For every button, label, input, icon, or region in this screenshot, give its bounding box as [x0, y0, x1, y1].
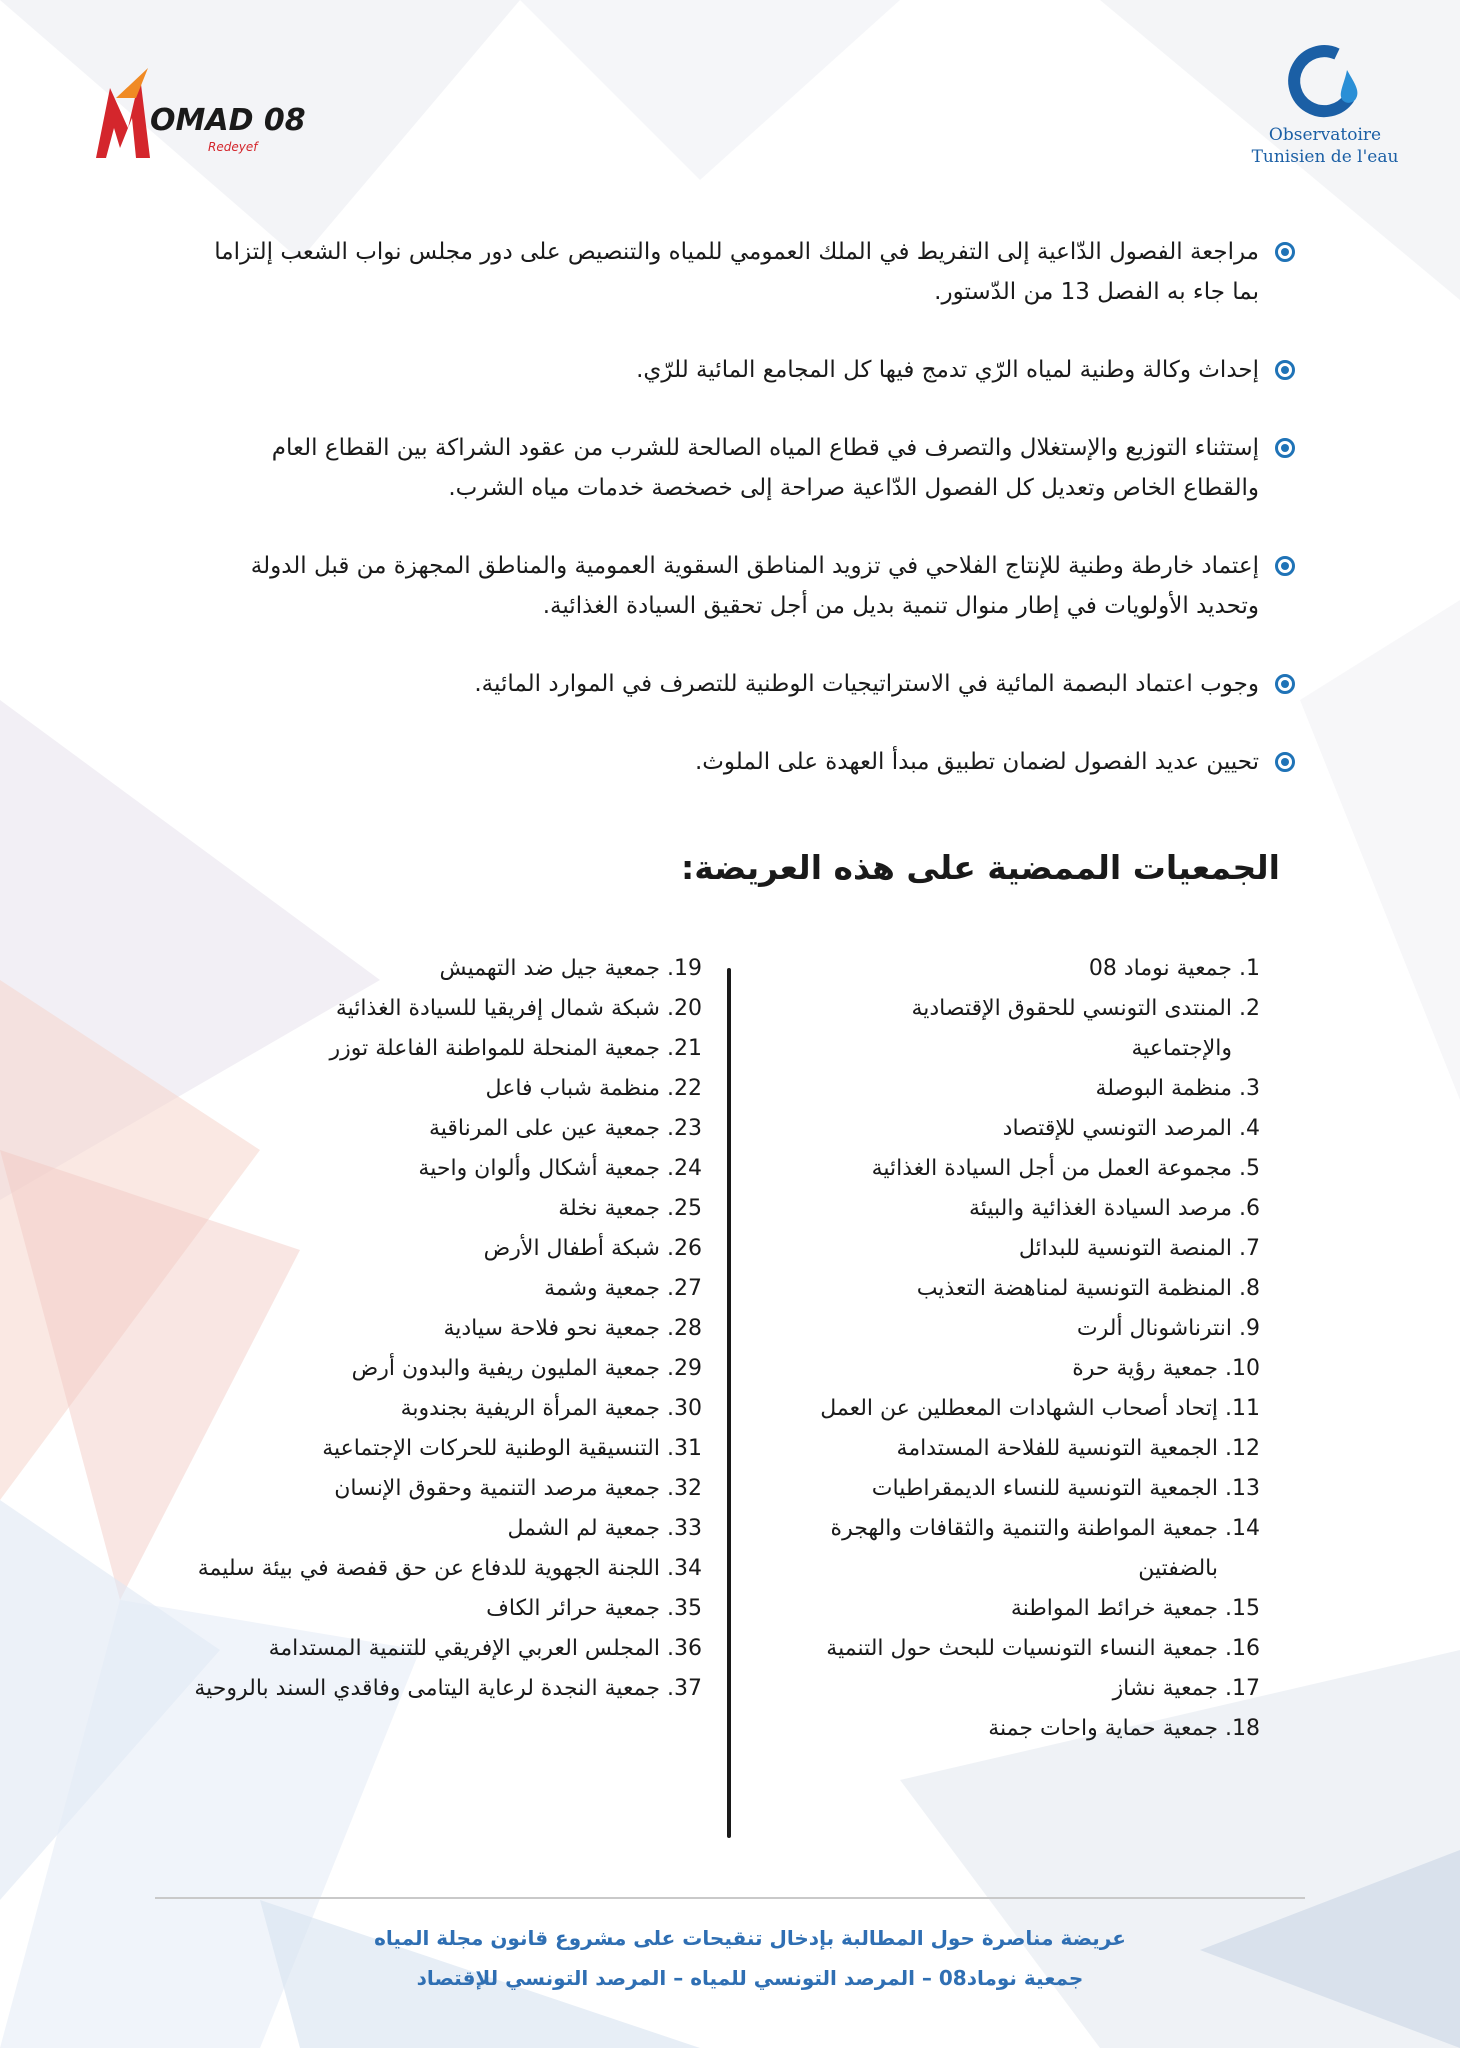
- list-item: [162, 1549, 702, 1589]
- target-bullet-icon: [1275, 556, 1295, 576]
- list-item: [810, 989, 1260, 1069]
- list-item: [810, 1189, 1260, 1229]
- target-bullet-icon: [1275, 360, 1295, 380]
- list-item: [162, 1269, 702, 1309]
- item-number: 31 .: [660, 1429, 702, 1469]
- demand-text: إستثناء التوزيع والإستغلال والتصرف في قطاع المياه الصالحة للشرب من عقود الشراكة بين القطاع العام والقطاع الخاص وتعديل كل الفصول الدّاعية صراحة إلى خصخصة خدمات مياه الشرب.: [271, 435, 1259, 501]
- list-item: [810, 1309, 1260, 1349]
- item-number: 18 .: [1218, 1709, 1260, 1749]
- item-number: 37 .: [660, 1669, 702, 1709]
- signatories-heading: الجمعيات الممضية على هذه العريضة:: [681, 848, 1280, 887]
- item-number: 33 .: [660, 1509, 702, 1549]
- item-name: الجمعية التونسية للنساء الديمقراطيات: [871, 1476, 1218, 1501]
- item-number: 5 .: [1232, 1149, 1260, 1189]
- item-name: جمعية حماية واحات جمنة: [988, 1716, 1218, 1741]
- item-name: منظمة البوصلة: [1095, 1076, 1232, 1101]
- item-name: منظمة شباب فاعل: [485, 1076, 660, 1101]
- list-item: [810, 1349, 1260, 1389]
- item-name: جمعية نوماد 08: [1088, 956, 1232, 981]
- item-name: مجموعة العمل من أجل السيادة الغذائية: [871, 1156, 1232, 1181]
- list-item: [810, 1109, 1260, 1149]
- svg-text:OMAD 08: OMAD 08: [150, 103, 306, 138]
- item-name: الجمعية التونسية للفلاحة المستدامة: [896, 1436, 1218, 1461]
- item-name: التنسيقية الوطنية للحركات الإجتماعية: [322, 1436, 660, 1461]
- item-name: انترناشونال ألرت: [1076, 1316, 1232, 1341]
- list-item: [162, 1109, 702, 1149]
- item-name: جمعية نشاز: [1112, 1676, 1218, 1701]
- list-item: [162, 1229, 702, 1269]
- item-name: اللجنة الجهوية للدفاع عن حق قفصة في بيئة سليمة: [197, 1556, 660, 1581]
- list-item: [810, 1269, 1260, 1309]
- observatoire-logo-line2: Tunisien de l'eau: [1251, 147, 1399, 167]
- demand-text: مراجعة الفصول الدّاعية إلى التفريط في الملك العمومي للمياه والتنصيص على دور مجلس نواب الشعب إلتزاما بما جاء به الفصل 13 من الدّستور.: [214, 239, 1259, 305]
- list-item: [810, 949, 1260, 989]
- item-name: شبكة شمال إفريقيا للسيادة الغذائية: [335, 996, 660, 1021]
- demand-text: إعتماد خارطة وطنية للإنتاج الفلاحي في تزويد المناطق السقوية العمومية والمناطق المجهزة من قبل الدولة وتحديد الأولويات في إطار منوال تنمية بديل من أجل تحقيق السيادة الغذائية.: [250, 553, 1259, 619]
- item-number: 1 .: [1232, 949, 1260, 989]
- item-name: جمعية خرائط المواطنة: [1010, 1596, 1218, 1621]
- demand-text: تحيين عديد الفصول لضمان تطبيق مبدأ العهدة على الملوث.: [694, 749, 1259, 775]
- item-name: إتحاد أصحاب الشهادات المعطلين عن العمل: [820, 1396, 1218, 1421]
- list-item: [162, 1429, 702, 1469]
- item-number: 29 .: [660, 1349, 702, 1389]
- observatoire-logo: [1230, 40, 1420, 180]
- item-number: 9 .: [1232, 1309, 1260, 1349]
- list-item: [810, 1669, 1260, 1709]
- item-number: 36 .: [660, 1629, 702, 1669]
- item-number: 32 .: [660, 1469, 702, 1509]
- svg-text:Redeyef: Redeyef: [208, 140, 258, 154]
- item-number: 27 .: [660, 1269, 702, 1309]
- list-item: [162, 989, 702, 1029]
- item-name: مرصد السيادة الغذائية والبيئة: [968, 1196, 1232, 1221]
- item-name: جمعية النساء التونسيات للبحث حول التنمية: [826, 1636, 1218, 1661]
- item-name: جمعية المواطنة والتنمية والثقافات والهجرة بالضفتين: [830, 1516, 1218, 1581]
- footer-divider: [155, 1897, 1305, 1899]
- item-number: 14 .: [1218, 1509, 1260, 1589]
- target-bullet-icon: [1275, 438, 1295, 458]
- item-number: 4 .: [1232, 1109, 1260, 1149]
- item-name: جمعية حرائر الكاف: [486, 1596, 660, 1621]
- water-drop-logo-icon: [1275, 40, 1375, 120]
- item-number: 26 .: [660, 1229, 702, 1269]
- item-number: 21 .: [660, 1029, 702, 1069]
- list-item: [162, 1189, 702, 1229]
- item-name: جمعية جيل ضد التهميش: [439, 956, 660, 981]
- footer-line-1: عريضة مناصرة حول المطالبة بإدخال تنقيحات على مشروع قانون مجلة المياه: [374, 1926, 1126, 1950]
- list-item: [810, 1709, 1260, 1749]
- item-name: جمعية مرصد التنمية وحقوق الإنسان: [334, 1476, 660, 1501]
- list-item: [162, 949, 702, 989]
- nomad-logo-icon: [88, 58, 308, 168]
- footer-line-2: جمعية نوماد08 – المرصد التونسي للمياه – المرصد التونسي للإقتصاد: [416, 1966, 1084, 1990]
- list-item: [162, 1589, 702, 1629]
- list-item: [162, 1149, 702, 1189]
- item-number: 8 .: [1232, 1269, 1260, 1309]
- item-name: جمعية لم الشمل: [507, 1516, 660, 1541]
- signatories-column-right: [810, 949, 1260, 1749]
- observatoire-logo-line1: Observatoire: [1268, 125, 1382, 145]
- list-item: [162, 1389, 702, 1429]
- item-number: 3 .: [1232, 1069, 1260, 1109]
- list-item: [810, 1229, 1260, 1269]
- list-item: [162, 1349, 702, 1389]
- demand-text: إحداث وكالة وطنية لمياه الرّي تدمج فيها كل المجامع المائية للرّي.: [636, 357, 1259, 383]
- item-number: 13 .: [1218, 1469, 1260, 1509]
- list-item: [810, 1469, 1260, 1509]
- item-name: جمعية نخلة: [558, 1196, 660, 1221]
- target-bullet-icon: [1275, 242, 1295, 262]
- item-number: 25 .: [660, 1189, 702, 1229]
- list-item: [810, 1589, 1260, 1629]
- item-name: شبكة أطفال الأرض: [483, 1236, 660, 1261]
- item-number: 2 .: [1232, 989, 1260, 1069]
- footer: [200, 1918, 1300, 1998]
- target-bullet-icon: [1275, 674, 1295, 694]
- list-item: [162, 1309, 702, 1349]
- list-item: [162, 1069, 702, 1109]
- demands-list: [195, 232, 1295, 820]
- item-name: جمعية النجدة لرعاية اليتامى وفاقدي السند بالروحية: [194, 1676, 660, 1701]
- item-number: 23 .: [660, 1109, 702, 1149]
- list-item: [810, 1389, 1260, 1429]
- list-item: [810, 1429, 1260, 1469]
- item-name: المرصد التونسي للإقتصاد: [1002, 1116, 1232, 1141]
- item-number: 11 .: [1218, 1389, 1260, 1429]
- item-number: 28 .: [660, 1309, 702, 1349]
- item-number: 15 .: [1218, 1589, 1260, 1629]
- item-name: جمعية وشمة: [544, 1276, 660, 1301]
- item-name: جمعية عين على المرناقية: [428, 1116, 660, 1141]
- item-number: 12 .: [1218, 1429, 1260, 1469]
- item-number: 6 .: [1232, 1189, 1260, 1229]
- item-number: 22 .: [660, 1069, 702, 1109]
- demand-item: [195, 350, 1295, 390]
- demand-item: [195, 742, 1295, 782]
- item-number: 17 .: [1218, 1669, 1260, 1709]
- item-number: 19 .: [660, 949, 702, 989]
- item-number: 30 .: [660, 1389, 702, 1429]
- item-number: 24 .: [660, 1149, 702, 1189]
- list-item: [162, 1509, 702, 1549]
- item-name: جمعية المليون ريفية والبدون أرض: [351, 1356, 660, 1381]
- item-name: جمعية نحو فلاحة سيادية: [443, 1316, 660, 1341]
- signatories-column-left: [162, 949, 702, 1709]
- item-name: المنظمة التونسية لمناهضة التعذيب: [916, 1276, 1232, 1301]
- list-item: [810, 1149, 1260, 1189]
- item-number: 20 .: [660, 989, 702, 1029]
- item-name: جمعية المرأة الريفية بجندوبة: [400, 1396, 660, 1421]
- item-name: المنتدى التونسي للحقوق الإقتصادية والإجتماعية: [911, 996, 1232, 1061]
- list-item: [162, 1629, 702, 1669]
- demand-item: [195, 428, 1295, 508]
- list-item: [162, 1029, 702, 1069]
- list-item: [810, 1629, 1260, 1669]
- nomad-logo: [88, 58, 308, 168]
- demand-item: [195, 664, 1295, 704]
- item-number: 16 .: [1218, 1629, 1260, 1669]
- item-number: 34 .: [660, 1549, 702, 1589]
- demand-item: [195, 546, 1295, 626]
- target-bullet-icon: [1275, 752, 1295, 772]
- item-number: 7 .: [1232, 1229, 1260, 1269]
- item-name: المجلس العربي الإفريقي للتنمية المستدامة: [268, 1636, 660, 1661]
- list-item: [162, 1469, 702, 1509]
- item-name: جمعية المنحلة للمواطنة الفاعلة توزر: [329, 1036, 660, 1061]
- demand-text: وجوب اعتماد البصمة المائية في الاستراتيجيات الوطنية للتصرف في الموارد المائية.: [474, 671, 1259, 697]
- column-divider: [727, 968, 731, 1838]
- item-name: جمعية أشكال وألوان واحية: [418, 1156, 660, 1181]
- item-number: 35 .: [660, 1589, 702, 1629]
- item-number: 10 .: [1218, 1349, 1260, 1389]
- list-item: [810, 1509, 1260, 1589]
- item-name: جمعية رؤية حرة: [1072, 1356, 1218, 1381]
- demand-item: [195, 232, 1295, 312]
- item-name: المنصة التونسية للبدائل: [1018, 1236, 1232, 1261]
- list-item: [162, 1669, 702, 1709]
- list-item: [810, 1069, 1260, 1109]
